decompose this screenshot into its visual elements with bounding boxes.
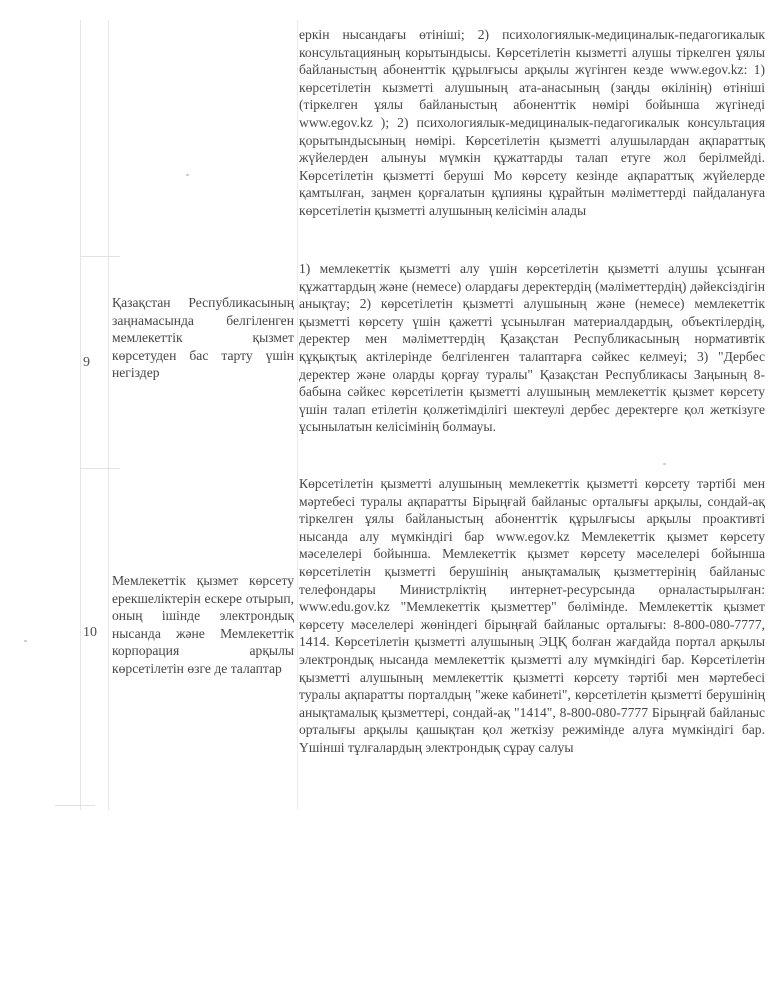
scan-speck xyxy=(186,174,189,176)
row-content-10: Көрсетілетін қызметті алушының мемлекеттік қызметті көрсету тәртібі мен мәртебесі туралы ақпаратты Бірыңғай байланыс орталығы арқылы, сондай-ақ тіркелген ұялы байланыстың абоненттік құрылғысы арқылы проактивті нысанда алу мүмкіндігі бар www.egov.kz Мемлекеттік қызмет көрсету мәселелері бойынша. Мемлекеттік қызмет көрсету мәселелері бойынша көрсетілетін қызметті берушінің анықтамалық қызметтерінің байланыс телефондары Министрліктің интернет-ресурсында орналастырылған: www.edu.gov.kz "Мемлекеттік қызметтер" бөлімінде. Мемлекеттік қызмет көрсету мәселелері жөніндегі бірыңғай байланыс орталығы: 8-800-080-7777, 1414. Көрсетілетін қызметті алушының ЭЦҚ болған жағдайда портал арқылы электрондық нысанда мемлекеттік қызметті алу мүмкіндігі бар. Көрсетілетін қызметті алушының мемлекеттік қызметті көрсету тәртібі мен мәртебесі туралы ақпаратты порталдың "жеке кабинеті", көрсетілетін қызметті берушінің анықтамалық қызметтері, сондай-ақ "1414", 8-800-080-7777 Бірыңғай байланыс орталығы арқылы қашықтан қол жеткізу режимінде алуға мүмкіндігі бар. Үшінші тұлғалардың электрондық сұрау салуы xyxy=(299,476,765,755)
table-row-divider xyxy=(55,805,95,806)
row-label-10: Мемлекеттік қызмет көрсету ерекшеліктерін ескере отырып, оның ішінде электрондық нысанда және Мемлекеттік корпорация арқылы көрсетілетін өзге де талаптар xyxy=(112,573,294,676)
scan-speck xyxy=(24,640,27,642)
row-number-9: 9 xyxy=(83,355,90,370)
table-border-number-column xyxy=(108,20,109,810)
table-row-divider xyxy=(80,256,120,257)
table-border-left xyxy=(80,20,81,810)
scan-speck xyxy=(663,463,666,465)
row-content-continuation: еркін нысандағы өтініші; 2) психологиялык-медициналык-педагогикалык консультацияның корытындысы. Көрсетілетін кызметті алушы тіркелген ұялы байланыстың абоненттік құрылғысы арқылы жүгінген кезде www.egov.kz: 1) көрсетілетін кызметті алушының ата-анасының (заңды өкілінің) өтініші (тіркелген ұялы байланыстың абоненттік нөмірі бойынша жүгінеді www.egov.kz ); 2) психологиялык-медициналык-педагогикалык консультация қорытындысының нөмірі. Көрсетілетін қызметті алушылардан ақпараттық жүйелерден алынуы мүмкін құжаттарды талап етуге жол берілмейді. Көрсетілетін қызметті беруші Мо көрсету кезінде ақпараттық жүйелерде қамтылған, заңмен қорғалатын құпияны құрайтын мәліметтерді пайдалануға көрсетілетін қызметті алушының келісімін алады xyxy=(299,27,765,218)
table-border-label-column xyxy=(297,20,298,810)
row-content-9: 1) мемлекеттік қызметті алу үшін көрсетілетін қызметті алушы ұсынған құжаттардың және (немесе) олардағы деректердің (мәліметтердің) дәйексіздігін анықтау; 2) көрсетілетін қызметті алушының және (немесе) мемлекеттік қызметті көрсету үшін қажетті ұсынылған материалдардың, объектілердің, деректер мен мәліметтердің Қазақстан Республикасының нормативтік құқықтық актілерінде белгіленген талаптарға сәйкес келмеуі; 3) "Дербес деректер және оларды қорғау туралы" Қазақстан Республикасы Заңының 8-бабына сәйкес көрсетілетін қызметті алушының мемлекеттік қызмет көрсету үшін талап етілетін қолжетімділігі шектеулі дербес деректерге қол жеткізуге ұсынылатын келісімінің болмауы. xyxy=(299,261,765,435)
row-number-10: 10 xyxy=(83,625,97,640)
table-row-divider xyxy=(80,468,120,469)
row-label-9: Қазақстан Республикасының заңнамасында белгіленген мемлекеттік қызмет көрсетуден бас тарту үшін негіздер xyxy=(112,295,294,381)
